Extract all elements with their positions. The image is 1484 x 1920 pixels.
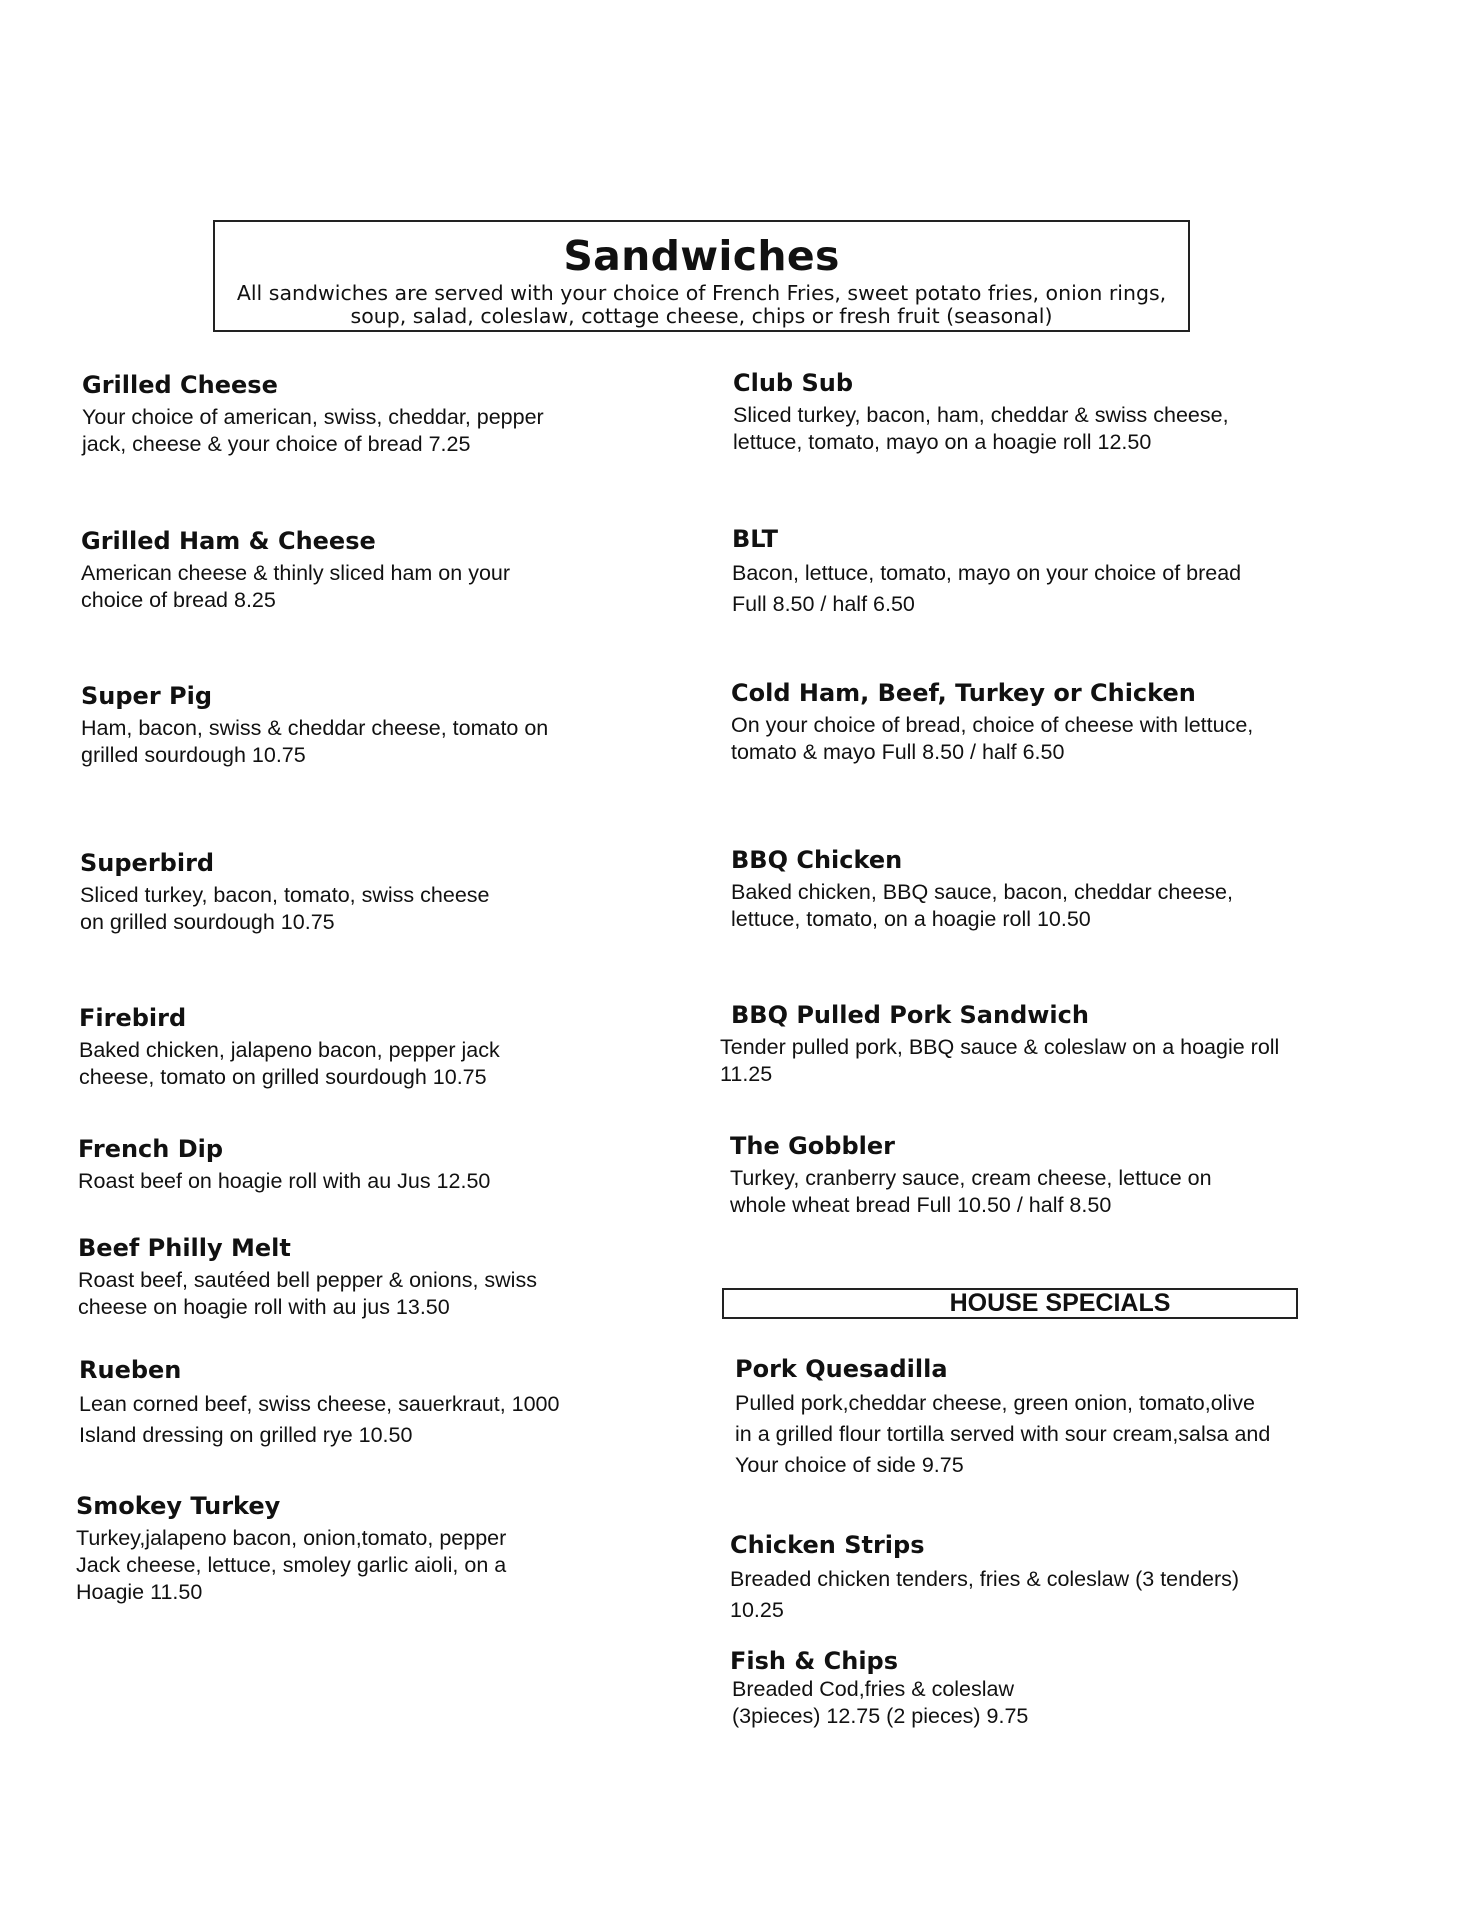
item-description: American cheese & thinly sliced ham on your choice of bread 8.25 — [81, 561, 511, 612]
item-description: Roast beef on hoagie roll with au Jus 12.50 — [78, 1169, 491, 1193]
menu-item-bbq-pulled-pork — [720, 1000, 1280, 1088]
menu-item-superbird — [80, 848, 490, 936]
item-name: Chicken Strips — [730, 1531, 925, 1559]
item-name: Grilled Cheese — [82, 371, 278, 399]
menu-item-blt — [732, 524, 1241, 620]
item-description: Baked chicken, jalapeno bacon, pepper jack cheese, tomato on grilled sourdough 10.75 — [79, 1038, 500, 1089]
item-description: Sliced turkey, bacon, tomato, swiss cheese on grilled sourdough 10.75 — [80, 883, 490, 934]
item-description: Turkey,jalapeno bacon, onion,tomato, pepper Jack cheese, lettuce, smoley garlic aioli, on a Hoagie 11.50 — [76, 1526, 507, 1604]
sandwiches-header-box — [213, 220, 1190, 332]
item-name: BBQ Pulled Pork Sandwich — [731, 1001, 1089, 1029]
item-description: Lean corned beef, swiss cheese, sauerkraut, 1000 Island dressing on grilled rye 10.50 — [79, 1392, 560, 1447]
item-description: Ham, bacon, swiss & cheddar cheese, tomato on grilled sourdough 10.75 — [81, 716, 549, 767]
item-name: Club Sub — [733, 369, 854, 397]
item-name: Superbird — [80, 849, 215, 877]
item-name: French Dip — [78, 1135, 224, 1163]
menu-item-fish-chips — [730, 1646, 1028, 1730]
item-description: Roast beef, sautéed bell pepper & onions, swiss cheese on hoagie roll with au jus 13.50 — [78, 1268, 537, 1319]
menu-item-pork-quesadilla — [735, 1354, 1270, 1481]
item-name: Cold Ham, Beef, Turkey or Chicken — [731, 679, 1196, 707]
house-specials-heading: HOUSE SPECIALS — [722, 1288, 1298, 1319]
menu-item-cold-ham-beef-turkey-chicken — [731, 678, 1253, 766]
menu-item-the-gobbler — [730, 1131, 1212, 1219]
page-title: Sandwiches — [563, 232, 840, 280]
item-name: Grilled Ham & Cheese — [81, 527, 376, 555]
item-description: Breaded Cod,fries & coleslaw (3pieces) 12.75 (2 pieces) 9.75 — [732, 1677, 1029, 1728]
menu-item-grilled-cheese — [82, 370, 544, 458]
item-name: BBQ Chicken — [731, 846, 903, 874]
sides-note: All sandwiches are served with your choice of French Fries, sweet potato fries, onion rings, soup, salad, coleslaw, cottage cheese, chips or fresh fruit (seasonal) — [236, 281, 1167, 328]
item-name: Beef Philly Melt — [78, 1234, 291, 1262]
menu-item-smokey-turkey — [76, 1491, 506, 1606]
item-name: Smokey Turkey — [76, 1492, 281, 1520]
menu-item-bbq-chicken — [731, 845, 1233, 933]
menu-item-french-dip — [78, 1134, 490, 1195]
menu-item-rueben — [79, 1355, 559, 1451]
menu-item-super-pig — [81, 681, 548, 769]
item-name: Super Pig — [81, 682, 213, 710]
item-name: Pork Quesadilla — [735, 1355, 948, 1383]
item-name: Fish & Chips — [730, 1647, 899, 1675]
item-name: BLT — [732, 525, 778, 553]
menu-item-chicken-strips — [730, 1530, 1239, 1626]
item-description: Breaded chicken tenders, fries & coleslaw (3 tenders) 10.25 — [730, 1567, 1240, 1622]
menu-item-grilled-ham-cheese — [81, 526, 510, 614]
menu-item-beef-philly-melt — [78, 1233, 537, 1321]
item-description: Pulled pork,cheddar cheese, green onion, tomato,olive in a grilled flour tortilla served with sour cream,salsa and Your choice of side 9.75 — [735, 1391, 1271, 1477]
item-name: Firebird — [79, 1004, 187, 1032]
item-description: Tender pulled pork, BBQ sauce & coleslaw on a hoagie roll 11.25 — [720, 1035, 1280, 1086]
item-name: Rueben — [79, 1356, 182, 1384]
item-name: The Gobbler — [730, 1132, 895, 1160]
menu-item-club-sub — [733, 368, 1229, 456]
item-description: On your choice of bread, choice of cheese with lettuce, tomato & mayo Full 8.50 / half 6.50 — [731, 713, 1254, 764]
item-description: Sliced turkey, bacon, ham, cheddar & swiss cheese, lettuce, tomato, mayo on a hoagie roll 12.50 — [733, 403, 1229, 454]
item-description: Bacon, lettuce, tomato, mayo on your choice of bread Full 8.50 / half 6.50 — [732, 561, 1242, 616]
item-description: Your choice of american, swiss, cheddar, pepper jack, cheese & your choice of bread 7.25 — [82, 405, 544, 456]
item-description: Turkey, cranberry sauce, cream cheese, lettuce on whole wheat bread Full 10.50 / half 8.50 — [730, 1166, 1212, 1217]
menu-item-firebird — [79, 1003, 500, 1091]
item-description: Baked chicken, BBQ sauce, bacon, cheddar cheese, lettuce, tomato, on a hoagie roll 10.50 — [731, 880, 1233, 931]
